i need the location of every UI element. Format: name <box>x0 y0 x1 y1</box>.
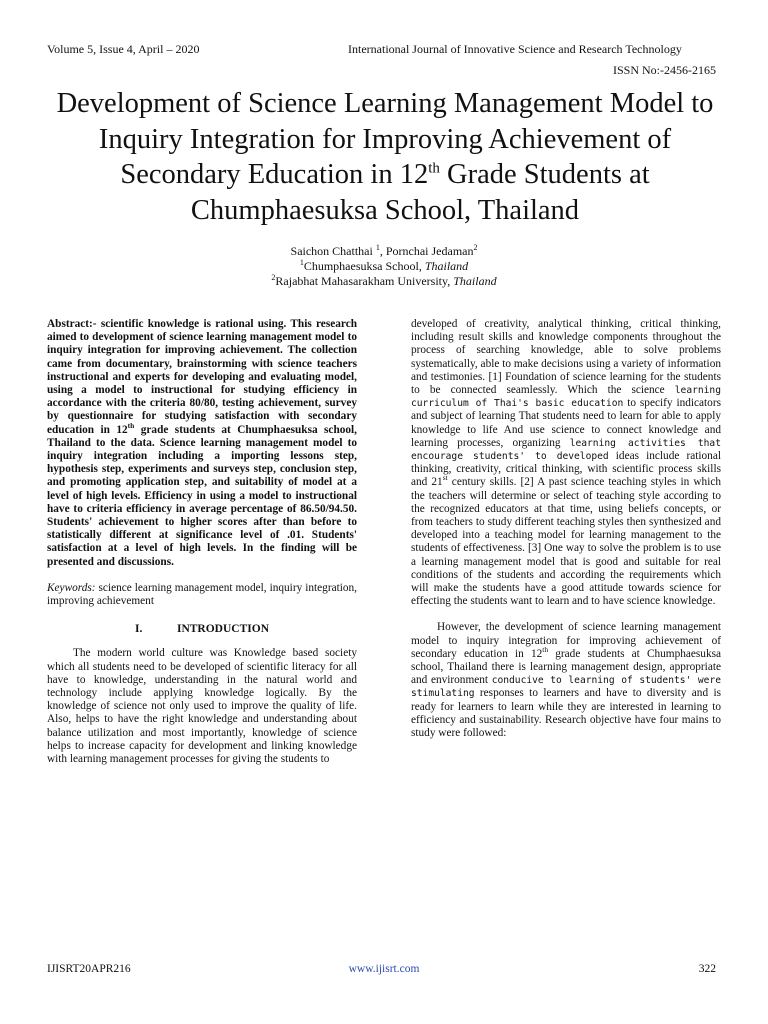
aff-2-mark: 2 <box>271 273 276 282</box>
affiliation-1 <box>0 259 768 274</box>
journal-url[interactable]: www.ijisrt.com <box>348 963 420 975</box>
aff-1-country: Thailand <box>424 259 469 273</box>
intro-paragraph-continued <box>411 318 721 608</box>
aff-1-name: Chumphaesuksa School, <box>303 259 425 273</box>
section-heading-introduction <box>47 623 357 636</box>
p1-superscript: st <box>442 473 448 483</box>
paper-title <box>40 86 730 228</box>
volume-issue: Volume 5, Issue 4, April – 2020 <box>47 42 200 56</box>
p2-text-a: However, the development of science learning management model to inquiry integration for improving achievement of secondary education in 12 <box>411 621 721 660</box>
journal-name: International Journal of Innovative Science and Research Technology <box>348 42 682 56</box>
left-column <box>47 318 357 766</box>
aff-2-country: Thailand <box>453 274 497 288</box>
p1-mono-2: learning activities that encourage students' to developed <box>411 437 721 463</box>
author-2: , Pornchai Jedaman <box>379 244 474 258</box>
author-2-mark: 2 <box>473 243 478 252</box>
page-number: 322 <box>698 963 716 975</box>
paper-code: IJISRT20APR216 <box>47 963 131 975</box>
p1-text-b: to specify indicators and subject of learning That students need to learn for able to apply knowledge to life And use science to connect knowledge and learning processes, organizing <box>411 397 721 449</box>
p1-text-c: ideas include rational thinking, creativity, critical thinking, with scientific process skills and 21 <box>411 450 721 489</box>
keywords-label: Keywords: <box>47 581 96 594</box>
issn: ISSN No:-2456-2165 <box>612 63 716 77</box>
abstract <box>47 318 357 569</box>
keywords-text: science learning management model, inquiry integration, improving achievement <box>47 581 357 608</box>
author-1-mark: 1 <box>375 243 380 252</box>
right-column <box>411 318 721 740</box>
p1-text-d: century skills. [2] A past science teaching styles in which the teachers will determine or select of teaching style according to the recognized educators at that time, using beliefs concepts, or from teachers to study different teaching styles then synthesized and developed into a teaching model for learning management to the students of effectiveness. [3] One way to solve the problem is to use a learning management model that is good and suitable for real conditions of the students and according the requirements which will make the students have a good attitude towards science for effecting the students want to learn and to have science knowledge. <box>411 476 722 608</box>
aff-1-mark: 1 <box>299 258 304 267</box>
keywords <box>47 582 357 608</box>
title-text-1: Development of Science Learning Management Model to Inquiry Integration for Improving Achievement of Secondary Education in 12 <box>56 88 714 190</box>
p2-text-b: grade students at Chumphaesuksa school, Thailand there is learning management design, appropriate and environment <box>411 647 722 687</box>
author-1: Saichon Chatthai <box>290 244 376 258</box>
intro-paragraph: The modern world culture was Knowledge based society which all students need to be developed of scientific literacy for all have to knowledge, understanding in the natural world and technology include applying knowledge logically. By the knowledge of science not only used to improve the quality of life. Also, helps to have the right knowledge and understanding about balance utilization and most importantly, knowledge of science helps to increase capacity for development and linking knowledge with learning management processes for giving the students to <box>47 647 357 766</box>
abstract-text-2: grade students at Chumphaesuksa school, Thailand to the data. Science learning management model to inquiry integration including a importing lessons step, hypothesis step, experiments and surveys step, conclusion step, and promoting application step, and suitability of model at a level of high levels. Efficiency in using a model to instructional have to criteria efficiency in average percentage of 86.50/94.50. Students' achievement to higher scores after than before to statistically different at significance level of .01. Students' satisfaction at a level of high levels. In the finding will be presented and discussions. <box>47 423 357 568</box>
p2-mono: conducive to learning of students' were stimulating <box>411 675 721 700</box>
p1-text-a: developed of creativity, analytical thinking, critical thinking, including result skills and knowledge components throughout the process of searching knowledge, able to solve problems systematically, able to make decisions using a variety of information and testimonies. [1] Foundation of science learning for the students to be connected seamlessly. Which the science <box>411 318 721 397</box>
section-title: INTRODUCTION <box>176 623 269 636</box>
affiliation-2 <box>0 274 768 289</box>
author-names <box>0 244 768 259</box>
title-text-2: Grade Students at Chumphaesuksa School, Thailand <box>190 159 650 226</box>
aff-2-name: Rajabhat Mahasarakham University, <box>275 274 454 288</box>
title-superscript: th <box>428 160 440 177</box>
p2-superscript: th <box>542 645 549 655</box>
section-number: I. <box>134 623 143 636</box>
p2-text-c: responses to learners and have to diversity and is ready for learners to learn while they are interested in learning to efficiency and sustainability. Research objective have four mains to study were followed: <box>411 687 721 740</box>
author-block <box>0 244 768 289</box>
abstract-text-1: Abstract:- scientific knowledge is rational using. This research aimed to development of science learning management model to inquiry integration for improving achievement. The collection came from documentary, brainstorming with science teachers instructional and experts for developing and evaluating model, using a model to instructional for studying efficiency in accordance with the criteria 80/80, testing achievement, survey by questionnaire for studying satisfaction with secondary education in 12 <box>47 318 357 436</box>
p1-mono-1: learning curriculum of Thai's basic education <box>411 385 721 410</box>
research-objective-paragraph <box>411 621 721 740</box>
abstract-superscript: th <box>127 420 135 430</box>
